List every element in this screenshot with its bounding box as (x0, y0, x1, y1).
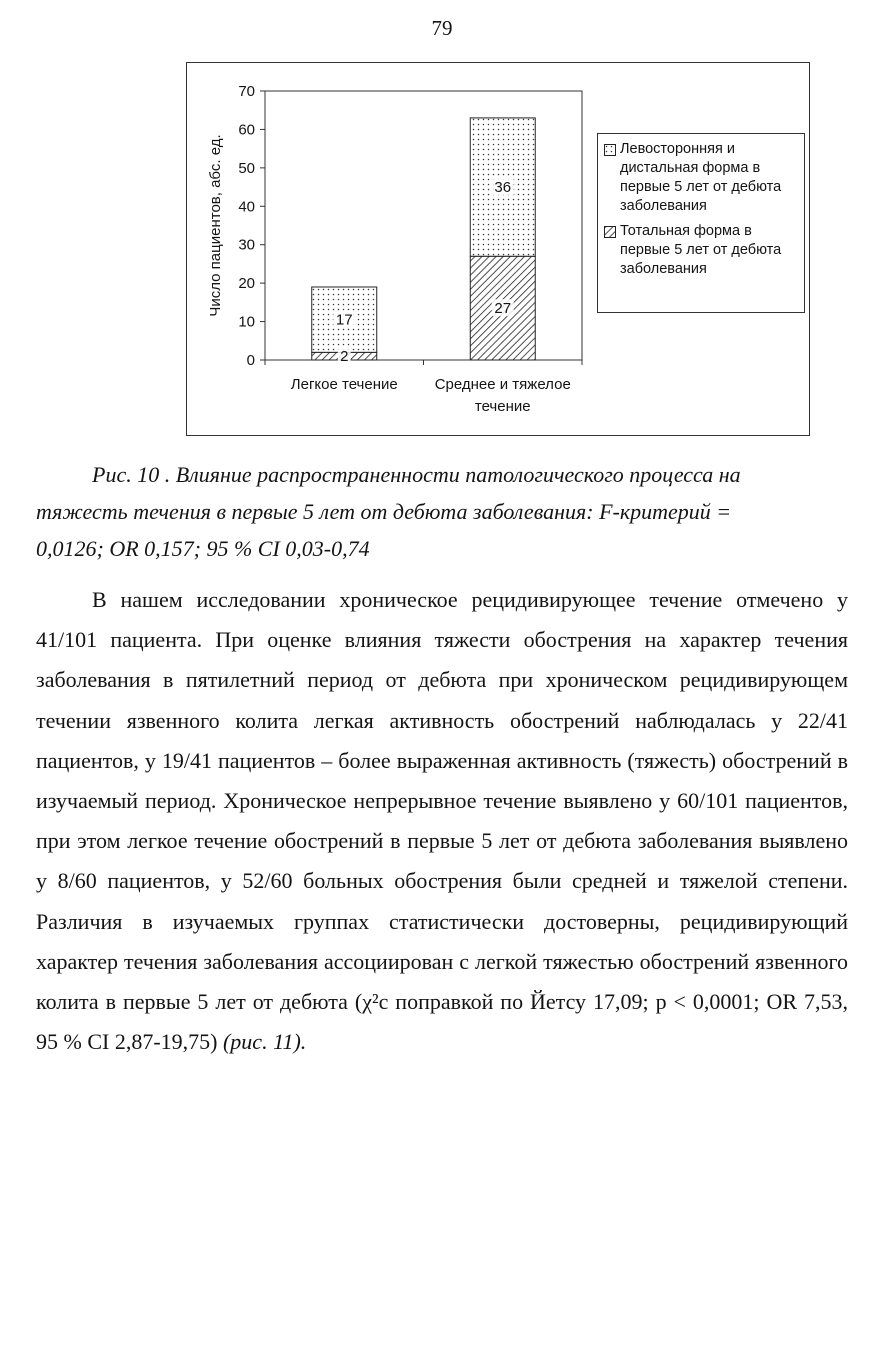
figure-reference: (рис. 11). (222, 1029, 307, 1055)
legend-label-total: Тотальная форма в первые 5 лет от дебюта заболевания (620, 223, 782, 277)
y-tick-label: 20 (238, 275, 255, 293)
data-label: 36 (494, 179, 512, 197)
y-tick-label: 30 (238, 236, 255, 254)
y-tick-label: 0 (246, 352, 255, 369)
data-label: 17 (335, 311, 353, 329)
x-tick-label: Легкое течение (290, 376, 398, 393)
y-tick-label: 60 (238, 121, 255, 139)
legend-entry-total (604, 222, 800, 279)
x-tick-label: течение (474, 398, 531, 415)
page-number: 79 (431, 16, 453, 40)
figure-caption (36, 456, 848, 567)
dots-swatch-icon (604, 144, 616, 156)
y-tick-label: 70 (238, 83, 255, 100)
y-tick-label: 10 (238, 313, 255, 331)
x-tick-label: Среднее и тяжелое (434, 376, 571, 393)
y-tick-label: 50 (238, 159, 255, 177)
chart-legend (597, 133, 805, 313)
caption-line: тяжесть течения в первые 5 лет от дебюта заболевания: F-критерий = (36, 499, 732, 524)
y-tick-label: 40 (238, 198, 255, 216)
data-label: 27 (494, 300, 512, 318)
caption-line: 0,0126; OR 0,157; 95 % CI 0,03-0,74 (36, 536, 370, 561)
body-paragraph (36, 580, 848, 1062)
hatch-swatch-icon (604, 226, 616, 238)
chart (186, 62, 810, 436)
legend-label-left-sided: Левосторонняя и дистальная форма в первые 5 лет от дебюта заболевания (620, 141, 782, 214)
paragraph-text: В нашем исследовании хроническое рецидивирующее течение отмечено у 41/101 пациента. При оценке влияния тяжести обострения на характер течения заболевания в пятилетний период от дебюта при хроническом рецидивирующем течении язвенного колита легкая активность обострений наблюдалась у 22/41 пациентов, у 19/41 пациентов – более выраженная активность (тяжесть) обострений в изучаемый период. Хроническое непрерывное течение выявлено у 60/101 пациентов, при этом легкое течение обострений в первые 5 лет от дебюта заболевания выявлено у 8/60 пациентов, у 52/60 больных обострения были средней и тяжелой степени. Различия в изучаемых группах статистически достоверны, рецидивирующий характер течения заболевания ассоциирован с легкой тяжестью обострений язвенного колита в первые 5 лет от дебюта (χ²с поправкой по Йетсу 17,09; р < 0,0001; OR 7,53, 95 % CI 2,87-19,75) (36, 587, 848, 1055)
caption-line: Рис. 10 . Влияние распространенности патологического процесса на (92, 462, 741, 487)
y-axis-label: Число пациентов, абс. ед. (207, 134, 224, 317)
legend-entry-left-sided (604, 140, 800, 216)
data-label: 2 (340, 348, 349, 366)
